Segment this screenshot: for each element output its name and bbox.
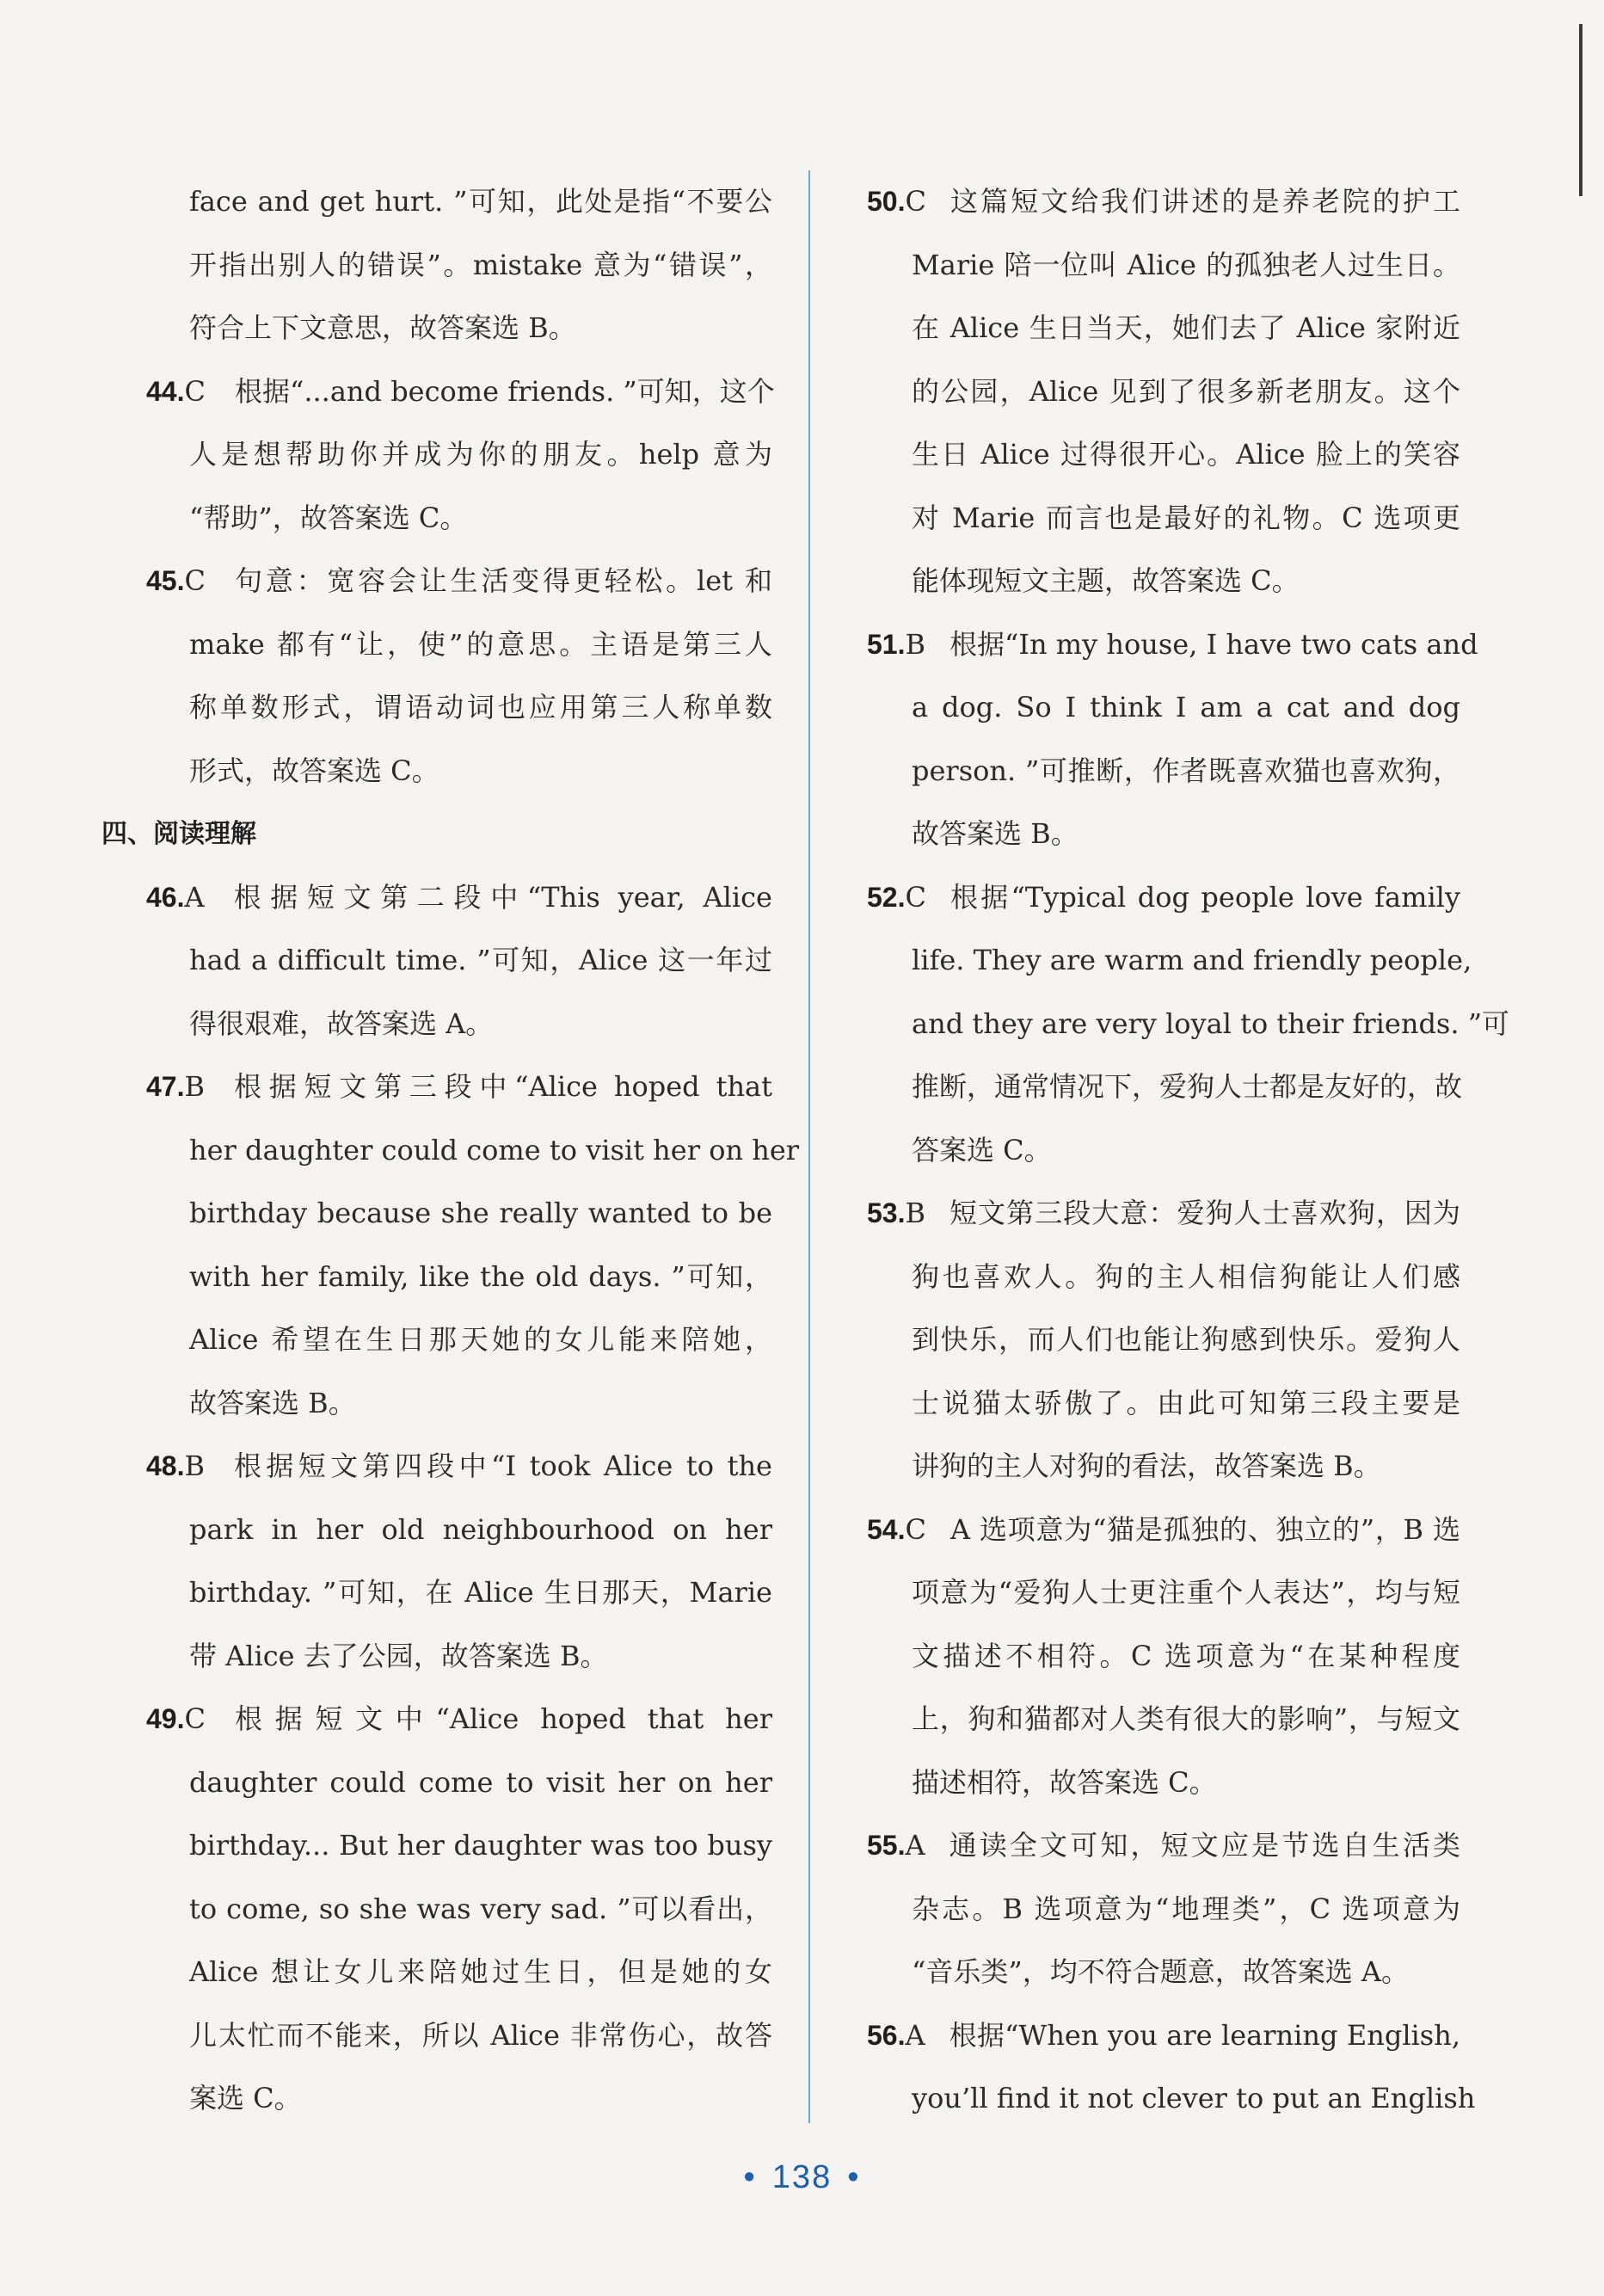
text-line: 到快乐，而人们也能让狗感到快乐。爱狗人 — [912, 1323, 1460, 1356]
text-line: 这篇短文给我们讲述的是养老院的护工 — [949, 185, 1460, 218]
text-line: Alice 希望在生日那天她的女儿能来陪她， — [189, 1323, 772, 1356]
question-number: 48. — [146, 1450, 185, 1481]
text-line: a dog. So I think I am a cat and dog — [912, 691, 1460, 723]
text-line: 故答案选 B。 — [912, 817, 1079, 850]
right-column — [867, 170, 1510, 2131]
answer-letter: C — [184, 374, 206, 408]
text-line: 根据短文第二段中“This year, Alice — [233, 880, 772, 914]
text-line: 根据“When you are learning English, — [949, 2018, 1460, 2052]
text-line: birthday... But her daughter was too busy — [189, 1829, 772, 1862]
answer-letter: C — [184, 1702, 206, 1735]
text-line: 答案选 C。 — [912, 1133, 1052, 1166]
answer-item — [867, 1182, 1460, 1499]
answer-item — [101, 550, 772, 803]
text-line: 开指出别人的错误”。mistake 意为“错误”， — [189, 248, 772, 281]
page-number-footer — [0, 2159, 1604, 2196]
answer-letter: C — [905, 185, 926, 218]
answer-first-line — [101, 550, 772, 613]
answer-letter: B — [905, 627, 925, 661]
answer-first-line — [101, 866, 772, 930]
answer-first-line — [867, 613, 1478, 677]
text-line: 根据短文第三段中“Alice hoped that — [234, 1070, 772, 1103]
text-line: daughter could come to visit her on her — [189, 1765, 772, 1799]
text-line: 句意：宽容会让生活变得更轻松。let 和 — [234, 564, 772, 597]
answer-letter: B — [905, 1197, 925, 1229]
text-line: 儿太忙而不能来，所以 Alice 非常伤心，故答 — [189, 2018, 772, 2052]
section-title: 四、阅读理解 — [101, 819, 256, 849]
answer-item — [867, 1814, 1460, 2004]
text-line: 根据“Typical dog people love family — [949, 880, 1460, 914]
text-line: “音乐类”，均不符合题意，故答案选 A。 — [912, 1955, 1410, 1988]
text-line: birthday because she really wanted to be — [189, 1197, 772, 1229]
text-line: 根据短文第四段中“I took Alice to the — [234, 1450, 772, 1482]
answer-first-line — [101, 1688, 772, 1751]
question-number: 47. — [146, 1071, 185, 1102]
answer-first-line — [867, 1814, 1460, 1878]
answer-item — [867, 866, 1510, 1183]
page-number: 138 — [771, 2159, 833, 2195]
text-line: you’ll find it not clever to put an English — [912, 2082, 1476, 2114]
text-line: 符合上下文意思，故答案选 B。 — [189, 311, 576, 344]
text-line: 通读全文可知，短文应是节选自生活类 — [949, 1829, 1460, 1862]
text-line: “帮助”，故答案选 C。 — [189, 501, 468, 534]
text-line: park in her old neighbourhood on her — [189, 1512, 772, 1546]
question-number: 45. — [146, 565, 185, 596]
question-number: 53. — [867, 1197, 906, 1228]
text-line: had a difficult time. ”可知，Alice 这一年过 — [189, 944, 772, 976]
answer-first-line — [867, 866, 1460, 930]
question-number: 50. — [867, 186, 906, 217]
text-line: birthday. ”可知，在 Alice 生日那天，Marie — [189, 1576, 772, 1609]
answer-first-line — [867, 1499, 1460, 1562]
answer-first-line — [867, 1182, 1460, 1246]
answer-first-line — [101, 360, 775, 424]
text-line: make 都有“让，使”的意思。主语是第三人 — [189, 627, 772, 661]
question-number: 54. — [867, 1513, 906, 1545]
answer-item — [101, 1688, 772, 2131]
question-number: 49. — [146, 1703, 185, 1734]
answer-item — [101, 360, 775, 551]
answer-letter: C — [905, 880, 926, 914]
text-line: face and get hurt. ”可知，此处是指“不要公 — [189, 185, 772, 218]
answer-letter: A — [184, 880, 205, 914]
text-line: 根据短文中“Alice hoped that her — [234, 1702, 772, 1735]
question-number: 46. — [146, 881, 185, 913]
answer-letter: C — [184, 564, 206, 597]
answer-item — [101, 1056, 800, 1435]
answer-item — [867, 1499, 1460, 1815]
text-line: 根据“In my house, I have two cats and — [949, 627, 1478, 661]
text-line: 带 Alice 去了公园，故答案选 B。 — [189, 1639, 608, 1672]
text-line: life. They are warm and friendly people, — [912, 944, 1472, 976]
text-line: 上，狗和猫都对人类有很大的影响”，与短文 — [912, 1702, 1460, 1735]
question-number: 51. — [867, 628, 906, 660]
text-line: 讲狗的主人对狗的看法，故答案选 B。 — [912, 1450, 1381, 1482]
answer-letter: B — [184, 1070, 205, 1103]
bullet-left: • — [743, 2159, 757, 2195]
question-number: 44. — [146, 375, 185, 407]
text-line: with her family, like the old days. ”可知， — [189, 1259, 772, 1293]
answer-item — [867, 170, 1460, 613]
left-column — [101, 170, 800, 2131]
answer-item — [101, 1435, 772, 1688]
text-line: 的公园，Alice 见到了很多新老朋友。这个 — [912, 374, 1460, 408]
text-line: 短文第三段大意：爱狗人士喜欢狗，因为 — [949, 1197, 1460, 1229]
text-line: her daughter could come to visit her on her — [189, 1133, 800, 1166]
text-line: Marie 陪一位叫 Alice 的孤独老人过生日。 — [912, 248, 1460, 281]
answer-letter: A — [905, 1829, 925, 1862]
text-line: 根据“...and become friends. ”可知，这个 — [234, 374, 775, 408]
answer-letter: A — [905, 2018, 925, 2052]
text-line: Alice 想让女儿来陪她过生日，但是她的女 — [189, 1955, 772, 1988]
text-line: 生日 Alice 过得很开心。Alice 脸上的笑容 — [912, 438, 1460, 471]
answer-first-line — [867, 2004, 1460, 2068]
text-line: 形式，故答案选 C。 — [189, 754, 439, 787]
text-line: 故答案选 B。 — [189, 1386, 356, 1419]
column-divider — [808, 170, 810, 2123]
text-line: 得很艰难，故答案选 A。 — [189, 1006, 494, 1040]
question-number: 56. — [867, 2019, 906, 2051]
text-line: 称单数形式，谓语动词也应用第三人称单数 — [189, 691, 772, 723]
text-line: 人是想帮助你并成为你的朋友。help 意为 — [189, 438, 772, 471]
answer-first-line — [101, 1056, 772, 1119]
text-line: 文描述不相符。C 选项意为“在某种程度 — [912, 1639, 1460, 1672]
answer-item — [867, 613, 1478, 866]
text-line: 能体现短文主题，故答案选 C。 — [912, 564, 1300, 597]
text-line: 杂志。B 选项意为“地理类”，C 选项意为 — [912, 1892, 1460, 1925]
text-line: 案选 C。 — [189, 2082, 302, 2114]
question-number: 55. — [867, 1830, 906, 1861]
answer-item — [101, 866, 772, 1056]
text-line: 士说猫太骄傲了。由此可知第三段主要是 — [912, 1386, 1460, 1419]
text-line: to come, so she was very sad. ”可以看出， — [189, 1892, 772, 1925]
answer-letter: B — [184, 1450, 205, 1482]
text-line: 在 Alice 生日当天，她们去了 Alice 家附近 — [912, 311, 1460, 344]
text-line: 推断，通常情况下，爱狗人士都是友好的，故 — [912, 1070, 1463, 1103]
text-line: 对 Marie 而言也是最好的礼物。C 选项更 — [912, 501, 1460, 534]
text-line: 项意为“爱狗人士更注重个人表达”，均与短 — [912, 1576, 1460, 1609]
text-line: person. ”可推断，作者既喜欢猫也喜欢狗， — [912, 754, 1460, 787]
answer-first-line — [867, 170, 1460, 234]
continuation-text — [101, 170, 772, 360]
bullet-right: • — [847, 2159, 861, 2195]
text-line: A 选项意为“猫是孤独的、独立的”，B 选 — [949, 1512, 1460, 1546]
question-number: 52. — [867, 881, 906, 913]
page-edge-line — [1579, 24, 1582, 196]
text-line: and they are very loyal to their friends. ”可 — [912, 1006, 1510, 1040]
answer-first-line — [101, 1435, 772, 1499]
text-line: 描述相符，故答案选 C。 — [912, 1765, 1217, 1799]
answer-item — [867, 2004, 1476, 2131]
text-line: 狗也喜欢人。狗的主人相信狗能让人们感 — [912, 1259, 1460, 1293]
answer-letter: C — [905, 1512, 926, 1546]
